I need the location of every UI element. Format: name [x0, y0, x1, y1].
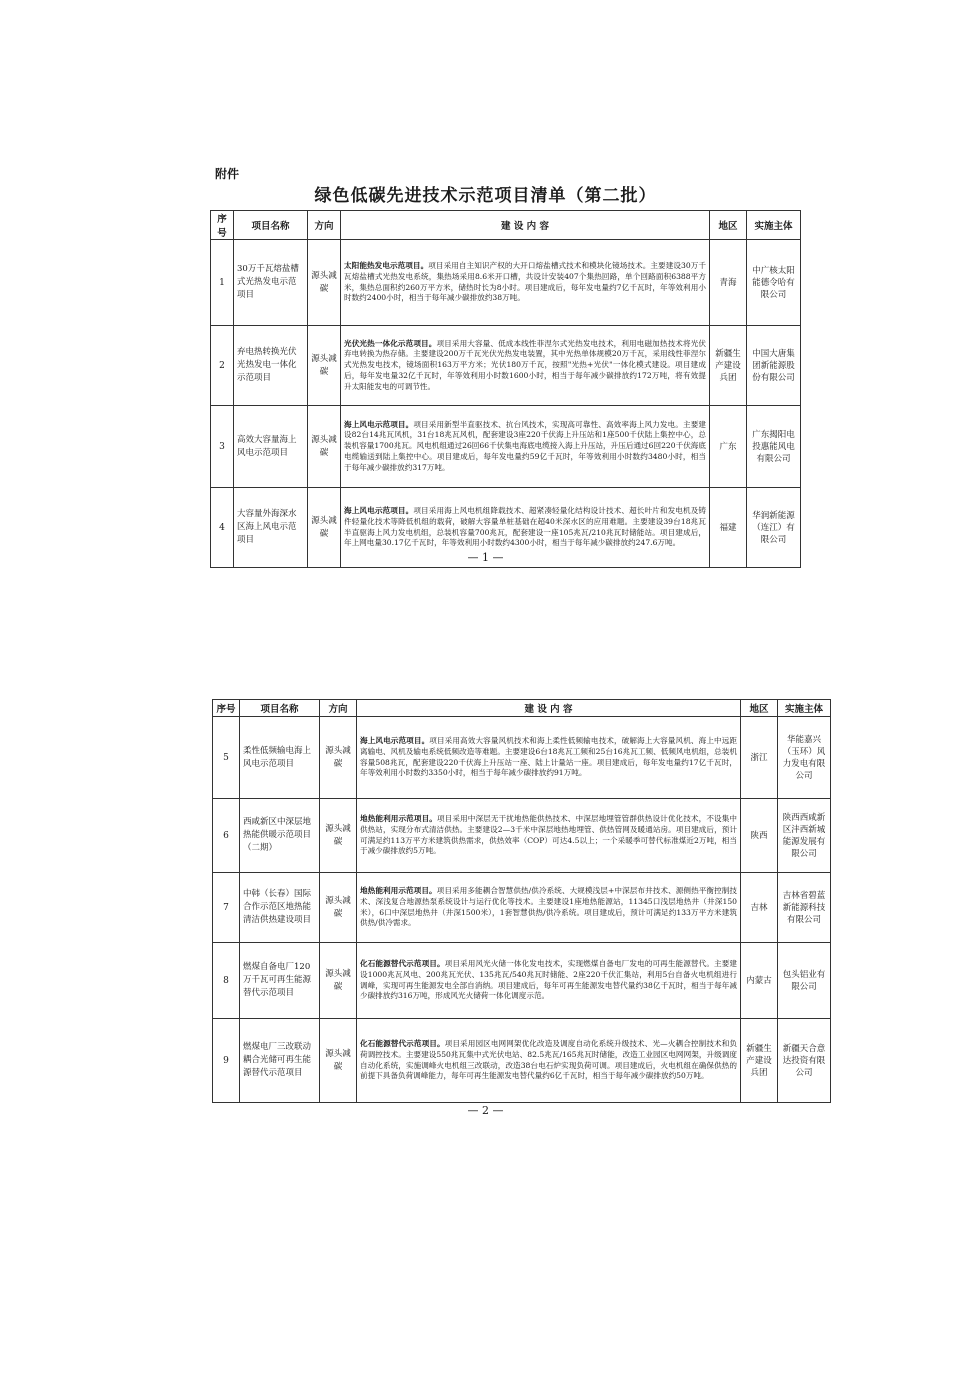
- cell-content: [357, 873, 741, 943]
- cell-org: 新疆天合意达投资有限公司: [778, 1019, 831, 1103]
- cell-org: 包头铝业有限公司: [778, 943, 831, 1019]
- table-row: [211, 240, 801, 326]
- table-row: [213, 943, 831, 1019]
- content-lead: 光伏光热一体化示范项目。: [344, 338, 437, 348]
- col-header-org: 实施主体: [778, 700, 831, 717]
- content-lead: 化石能源替代示范项目。: [360, 958, 445, 968]
- content-lead: 海上风电示范项目。: [344, 505, 414, 515]
- content-text: 项目采用风光火储一体化发电技术，实现燃煤自备电厂发电的可再生能源替代。主要建设1000兆瓦风电、200兆瓦光伏、135兆瓦/540兆瓦时储能、2座220千伏汇集站，利用5台自备火电机组进行调峰，实现可再生能源发电全部自消纳。项目建成后，每年可再生能源发电替代量约38亿千瓦时，相当于每年减少碳排放约316万吨，形成风光火储荷一体化调度示范。: [360, 958, 737, 1001]
- cell-project-name: 弃电热转换光伏光热发电一体化示范项目: [234, 326, 308, 406]
- col-header-content: 建 设 内 容: [357, 700, 741, 717]
- cell-direction: 源头减碳: [308, 488, 341, 568]
- cell-project-name: 高效大容量海上风电示范项目: [234, 406, 308, 488]
- page-number: — 1 —: [467, 551, 504, 564]
- cell-region: 陕西: [741, 799, 778, 873]
- table-row: [213, 799, 831, 873]
- col-header-name: 项目名称: [240, 700, 320, 717]
- col-header-direction: 方向: [320, 700, 357, 717]
- cell-org: 中国大唐集团新能源股份有限公司: [747, 326, 801, 406]
- cell-project-name: 燃煤自备电厂120万千瓦可再生能源替代示范项目: [240, 943, 320, 1019]
- content-lead: 海上风电示范项目。: [360, 735, 430, 745]
- col-header-region: 地区: [710, 211, 747, 240]
- table-row: [213, 717, 831, 799]
- col-header-content: 建 设 内 容: [341, 211, 710, 240]
- cell-no: 8: [213, 943, 240, 1019]
- cell-content: [341, 406, 710, 488]
- content-text: 项目采用海上风电机组降载技术、超紧凑轻量化结构设计技术、超长叶片和发电机及铸件轻量化技术等降低机组的载荷，破解大容量单桩基础在超40米深水区的应用难题。主要建设39台18兆瓦半直驱海上风力发电机组，总装机容量700兆瓦，配套建设一座105兆瓦/210兆瓦时储能站。项目建成后，年上网电量30.17亿千瓦时，年等效利用小时数约4300小时，相当于每年减少碳排放约247.6万吨。: [344, 505, 706, 548]
- cell-no: 1: [211, 240, 234, 326]
- content-lead: 地热能利用示范项目。: [360, 885, 437, 895]
- table-row: [213, 873, 831, 943]
- cell-content: [341, 240, 710, 326]
- cell-direction: 源头减碳: [320, 873, 357, 943]
- content-lead: 地热能利用示范项目。: [360, 813, 437, 823]
- cell-no: 9: [213, 1019, 240, 1103]
- cell-direction: 源头减碳: [320, 717, 357, 799]
- cell-no: 5: [213, 717, 240, 799]
- table-row: [213, 1019, 831, 1103]
- cell-direction: 源头减碳: [320, 799, 357, 873]
- cell-content: [357, 943, 741, 1019]
- cell-project-name: 30万千瓦熔盐槽式光热发电示范项目: [234, 240, 308, 326]
- content-text: 项目采用园区电网网架优化改造及调度自动化系统升级技术、光—火耦合控制技术和负荷调控技术。主要建设550兆瓦集中式光伏电站、82.5兆瓦/165兆瓦时储能，改造工业园区电网网架，升级调度自动化系统，实施调峰火电机组三改联动，改造38台电石炉实现负荷可调。项目建成后，火电机组在确保供热的前提下具备负荷调峰能力，每年可再生能源发电替代量约6亿千瓦时，相当于每年减少碳排放约50万吨。: [360, 1038, 737, 1081]
- cell-region: 新疆生产建设兵团: [741, 1019, 778, 1103]
- cell-project-name: 中韩（长春）国际合作示范区地热能清洁供热建设项目: [240, 873, 320, 943]
- attachment-label: 附件: [215, 167, 240, 181]
- cell-project-name: 大容量外海深水区海上风电示范项目: [234, 488, 308, 568]
- cell-content: [357, 717, 741, 799]
- cell-no: 3: [211, 406, 234, 488]
- cell-org: 中广核太阳能德令哈有限公司: [747, 240, 801, 326]
- cell-region: 广东: [710, 406, 747, 488]
- cell-direction: 源头减碳: [320, 943, 357, 1019]
- cell-content: [357, 1019, 741, 1103]
- col-header-no: 序号: [213, 700, 240, 717]
- cell-no: 6: [213, 799, 240, 873]
- table-row: [211, 326, 801, 406]
- cell-project-name: 西咸新区中深层地热能供暖示范项目（二期）: [240, 799, 320, 873]
- cell-project-name: 柔性低频输电海上风电示范项目: [240, 717, 320, 799]
- cell-region: 浙江: [741, 717, 778, 799]
- cell-org: 广东揭阳电投惠能风电有限公司: [747, 406, 801, 488]
- cell-region: 福建: [710, 488, 747, 568]
- project-table-page-1: [210, 210, 801, 568]
- cell-direction: 源头减碳: [308, 326, 341, 406]
- col-header-region: 地区: [741, 700, 778, 717]
- cell-org: 吉林省碧蓝新能源科技有限公司: [778, 873, 831, 943]
- content-lead: 化石能源替代示范项目。: [360, 1038, 445, 1048]
- table-header-row: [211, 211, 801, 240]
- cell-region: 内蒙古: [741, 943, 778, 1019]
- cell-org: 陕西西咸新区沣西新城能源发展有限公司: [778, 799, 831, 873]
- cell-direction: 源头减碳: [308, 240, 341, 326]
- project-table-page-2: [212, 699, 831, 1103]
- cell-direction: 源头减碳: [320, 1019, 357, 1103]
- document-title: 绿色低碳先进技术示范项目清单（第二批）: [314, 186, 657, 206]
- content-lead: 海上风电示范项目。: [344, 419, 414, 429]
- cell-region: 吉林: [741, 873, 778, 943]
- col-header-org: 实施主体: [747, 211, 801, 240]
- content-lead: 太阳能热发电示范项目。: [344, 260, 429, 270]
- content-text: 项目采用自主知识产权的大开口熔盐槽式技术和模块化镜场技术。主要建设30万千瓦熔盐槽式光热发电系统，集热场采用8.6米开口槽，共设计安装407个集热回路，单个回路面积6388平方米，集热总面积约260万平方米，储热时长为8小时。项目建成后，每年发电量约7亿千瓦时，年等效利用小时数约2400小时，相当于每年减少碳排放约38万吨。: [344, 260, 706, 303]
- cell-org: 华润新能源（连江）有限公司: [747, 488, 801, 568]
- cell-content: [357, 799, 741, 873]
- page-number: — 2 —: [467, 1104, 504, 1117]
- cell-content: [341, 326, 710, 406]
- content-text: 项目采用多能耦合智慧供热/供冷系统、大规模浅层+中深层布井技术、源侧热平衡控制技术、深浅复合地源热泵系统设计与运行优化等技术。主要建设1座地热能源站，11345口浅层地热井（井深150米），6口中深层地热井（井深1500米），1套智慧供热/供冷系统。项目建成后，预计可满足约133万平方米建筑供热/供冷需求。: [360, 885, 737, 928]
- cell-region: 青海: [710, 240, 747, 326]
- cell-no: 4: [211, 488, 234, 568]
- cell-no: 2: [211, 326, 234, 406]
- content-text: 项目采用中深层无干扰地热能供热技术、中深层地埋管管群供热设计优化技术，不设集中供热站，实现分布式清洁供热。主要建设2—3千米中深层地热地埋管、供热管网及暖通站房。项目建成后，预计可满足约113万平方米建筑供热需求，供热效率（COP）可达4.5以上；一个采暖季可替代标准煤近2万吨，相当于减少碳排放约5万吨。: [360, 813, 738, 856]
- cell-no: 7: [213, 873, 240, 943]
- cell-region: 新疆生产建设兵团: [710, 326, 747, 406]
- col-header-name: 项目名称: [234, 211, 308, 240]
- table-header-row: [213, 700, 831, 717]
- col-header-direction: 方向: [308, 211, 341, 240]
- cell-direction: 源头减碳: [308, 406, 341, 488]
- table-row: [211, 406, 801, 488]
- cell-project-name: 燃煤电厂三改联动耦合光储可再生能源替代示范项目: [240, 1019, 320, 1103]
- content-text: 项目采用高效大容量风机技术和海上柔性低频输电技术，破解海上大容量风机、海上中远距离输电、风机及输电系统低频改造等难题。主要建设6台18兆瓦工频和25台16兆瓦工频、低频风电机组，总装机容量508兆瓦，配套建设220千伏海上升压站一座、陆上计量站一座。项目建成后，每年发电量约17亿千瓦时，年等效利用小时数约3350小时，相当于每年减少碳排放约91万吨。: [360, 735, 737, 778]
- content-text: 项目采用大容量、低成本线性菲涅尔式光热发电技术，利用电磁加热技术将光伏弃电转换为热存储。主要建设200万千瓦光伏光热发电装置，其中光热单体规模20万千瓦，采用线性菲涅尔式光热发电技术，镜场面积163万平方米；光伏180万千瓦，按照"光热+光伏"一体化模式建设。项目建成后，每年发电量32亿千瓦时，年等效利用小时数1600小时，相当于每年减少碳排放约172万吨，将有效提升太阳能发电的可调节性。: [344, 338, 706, 391]
- cell-org: 华能嘉兴（玉环）风力发电有限公司: [778, 717, 831, 799]
- col-header-no: 序号: [211, 211, 234, 240]
- content-text: 项目采用新型半直驱技术、抗台风技术，实现高可靠性、高效率海上风力发电。主要建设82台14兆瓦风机，31台18兆瓦风机，配套建设3座220千伏海上升压站和1座500千伏陆上集控中心，总装机容量1700兆瓦。风电机组通过26回66千伏集电海底电缆接入海上升压站，升压后通过6回220千伏海底电缆输送到陆上集控中心。项目建成后，每年发电量约59亿千瓦时，年等效利用小时数约3480小时，相当于每年减少碳排放约317万吨。: [344, 419, 706, 472]
